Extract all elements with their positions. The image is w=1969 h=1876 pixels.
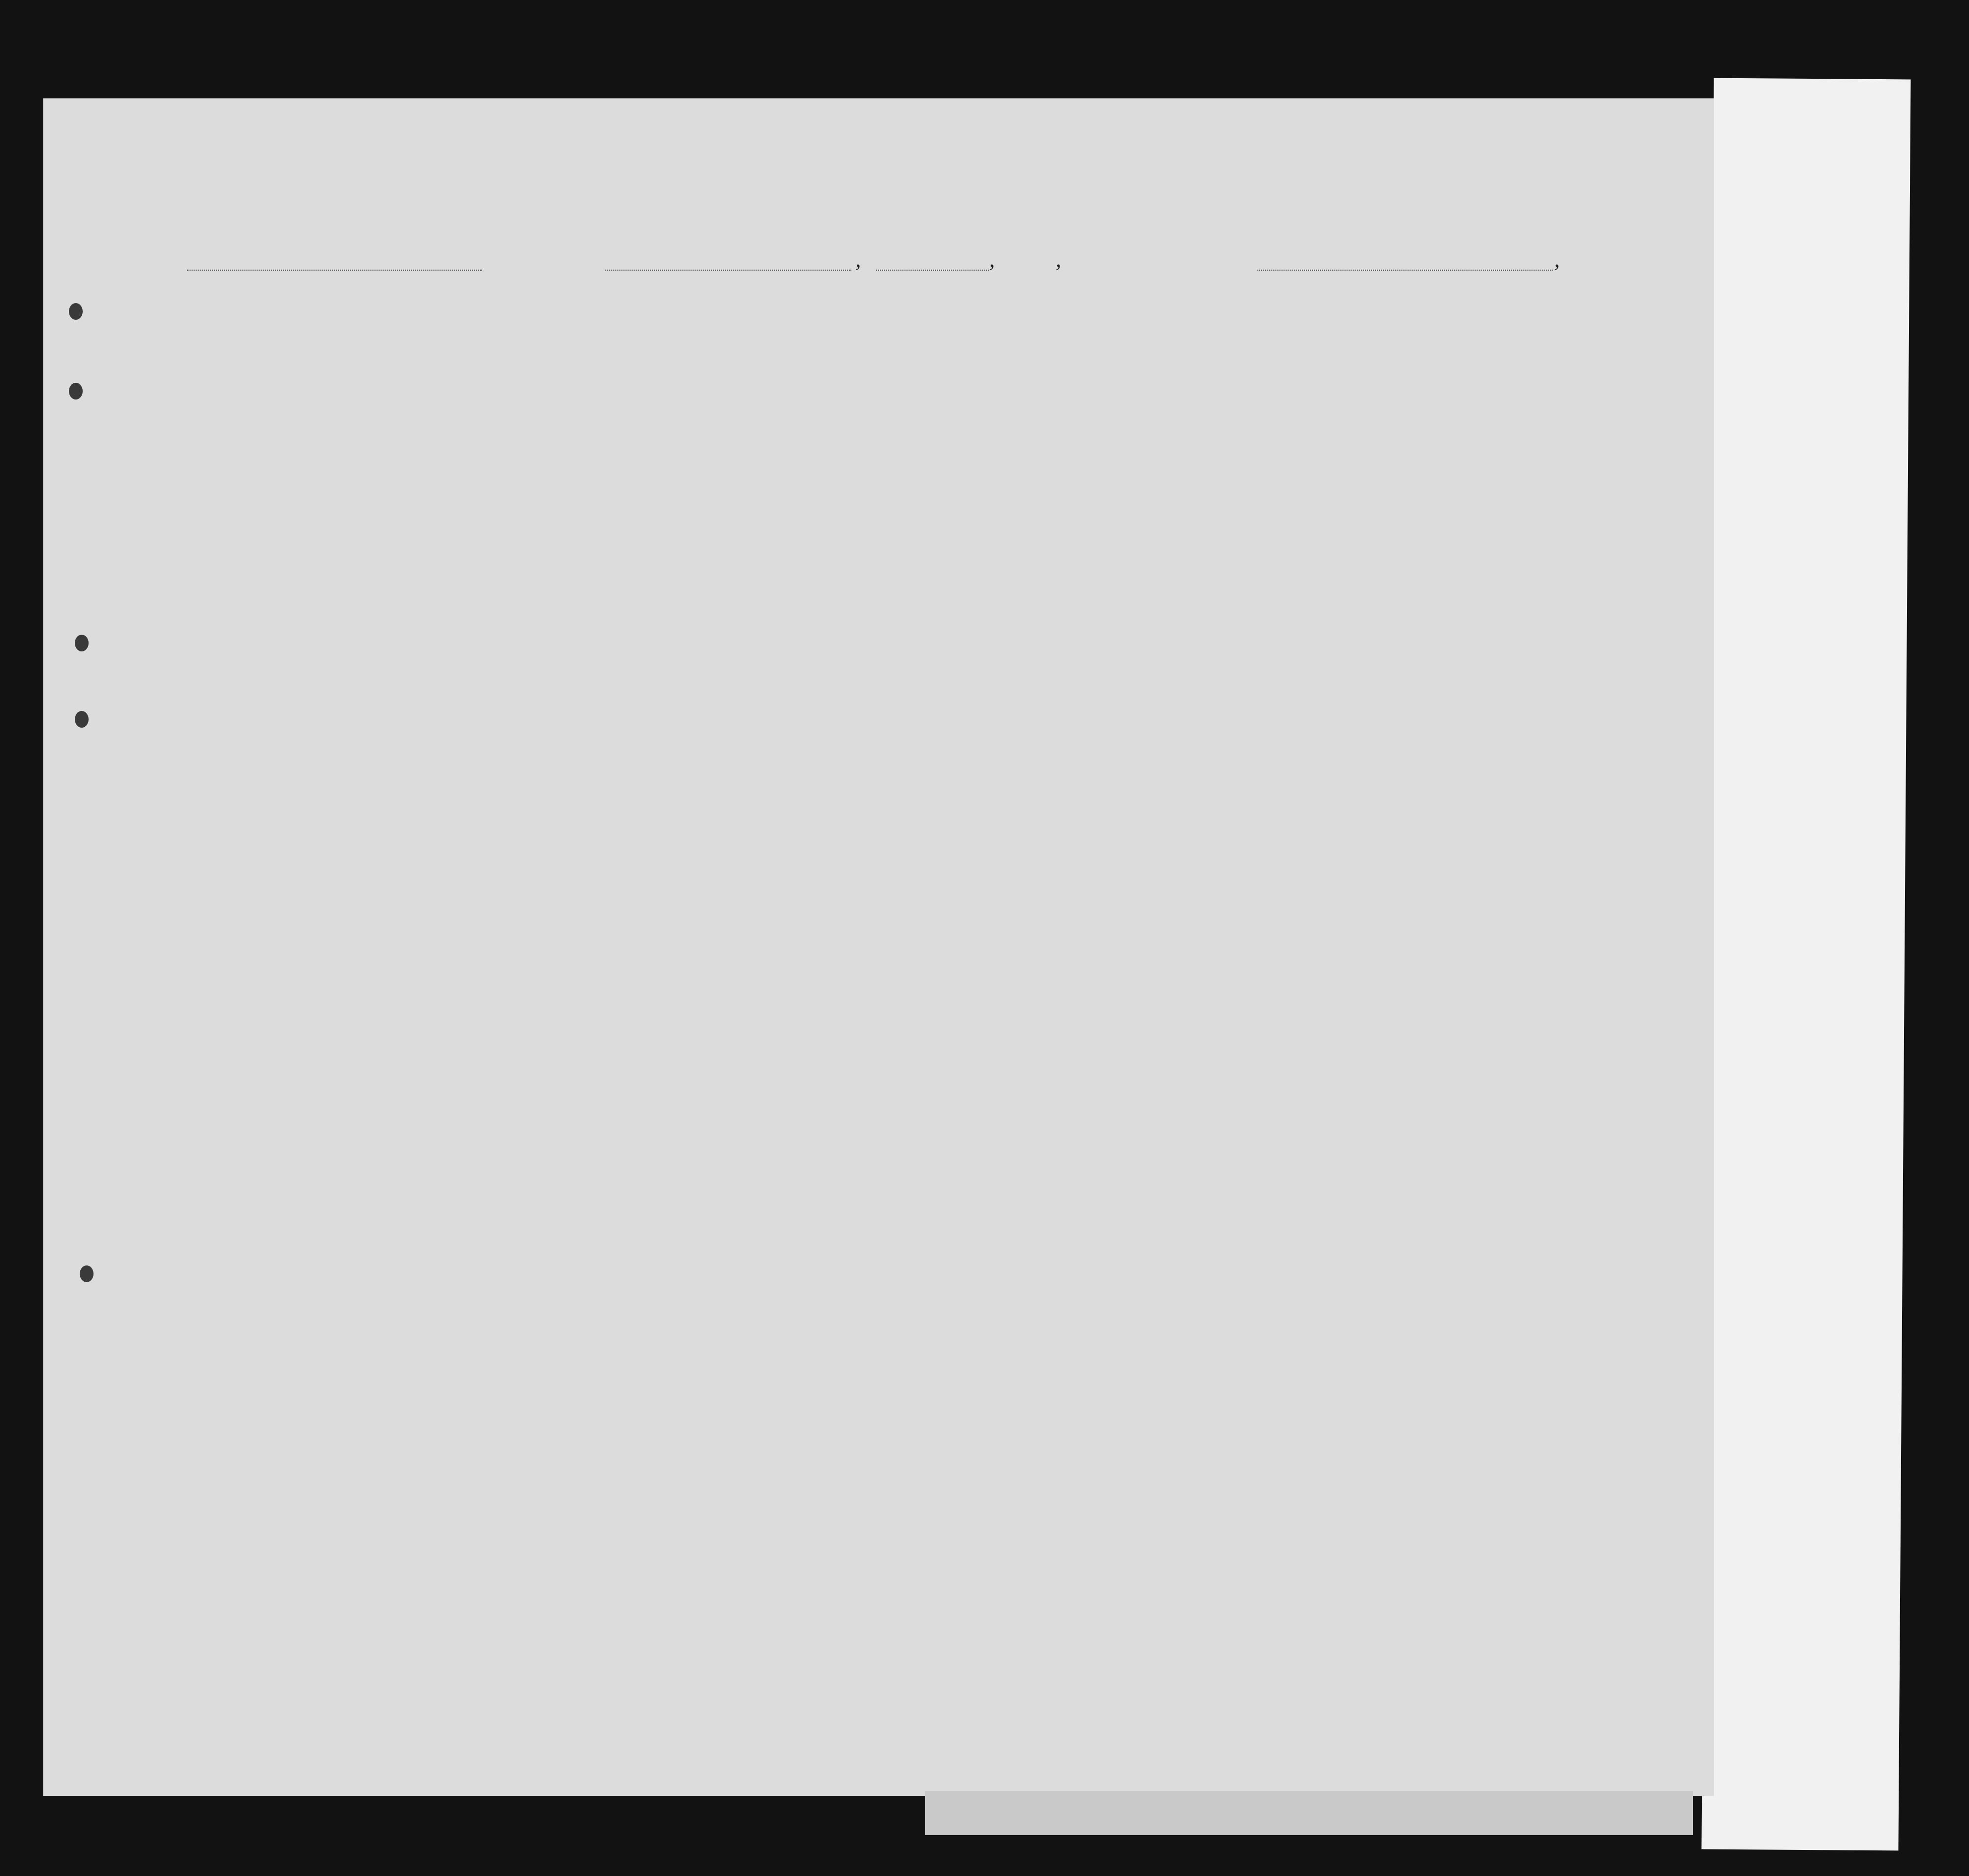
binder-hole (69, 303, 83, 320)
binder-hole (75, 635, 89, 651)
binder-hole (80, 1265, 94, 1282)
binder-hole (75, 711, 89, 728)
voyage-line: , , , , (0, 246, 1673, 276)
binder-hole (69, 383, 83, 400)
